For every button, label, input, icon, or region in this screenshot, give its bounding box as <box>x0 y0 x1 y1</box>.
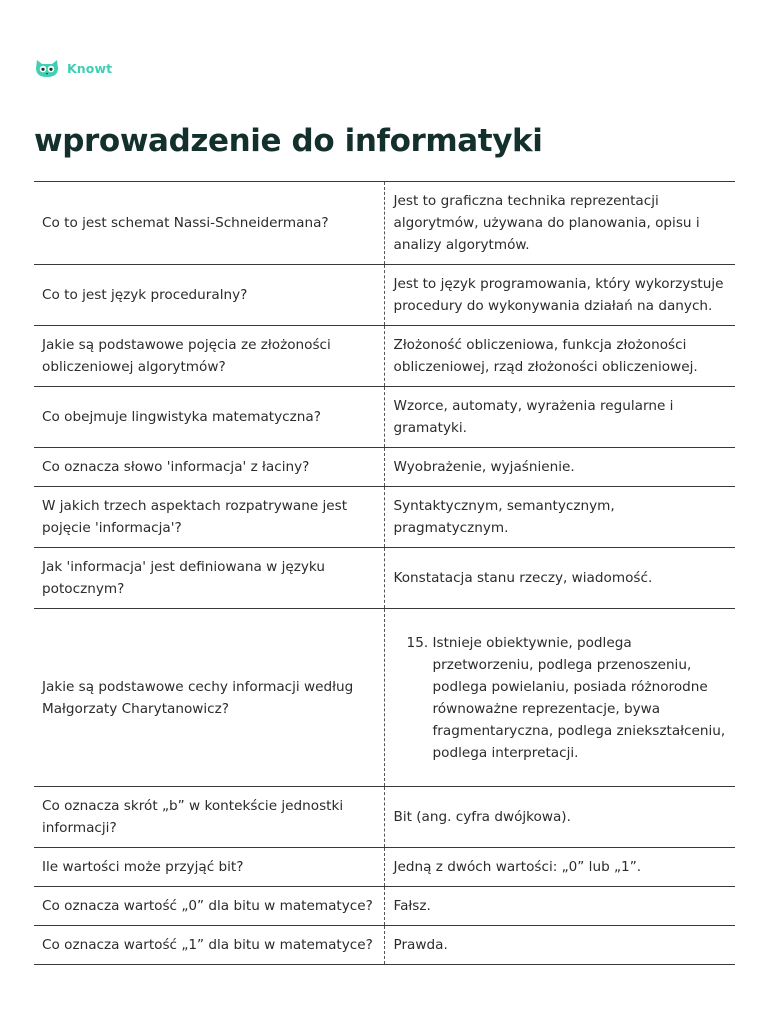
answer-cell: Złożoność obliczeniowa, funkcja złożoności obliczeniowej, rząd złożoności obliczeniowej. <box>384 326 735 387</box>
question-cell: Co oznacza skrót „b” w kontekście jednostki informacji? <box>34 787 384 848</box>
answer-list-item: 15. Istnieje obiektywnie, podlega przetworzeniu, podlega przenoszeniu, podlega powielaniu, posiada różnorodne równoważne reprezentacje, bywa fragmentaryczna, podlega zniekształceniu, podlega interpretacji. <box>433 632 728 764</box>
answer-list <box>394 632 728 764</box>
brand-logo <box>34 58 112 79</box>
question-cell: Jak 'informacja' jest definiowana w języku potocznym? <box>34 548 384 609</box>
answer-cell <box>384 609 735 787</box>
table-row <box>34 926 735 965</box>
table-row <box>34 265 735 326</box>
answer-cell: Prawda. <box>384 926 735 965</box>
table-row <box>34 387 735 448</box>
question-cell: Co to jest schemat Nassi-Schneidermana? <box>34 182 384 265</box>
question-cell: Co oznacza wartość „0” dla bitu w matematyce? <box>34 887 384 926</box>
flashcard-table <box>34 181 735 965</box>
table-row <box>34 787 735 848</box>
table-row <box>34 487 735 548</box>
table-row <box>34 182 735 265</box>
table-row <box>34 848 735 887</box>
table-row <box>34 887 735 926</box>
question-cell: W jakich trzech aspektach rozpatrywane jest pojęcie 'informacja'? <box>34 487 384 548</box>
answer-cell: Jest to język programowania, który wykorzystuje procedury do wykonywania działań na danych. <box>384 265 735 326</box>
question-cell: Jakie są podstawowe cechy informacji według Małgorzaty Charytanowicz? <box>34 609 384 787</box>
question-cell: Co obejmuje lingwistyka matematyczna? <box>34 387 384 448</box>
answer-cell: Bit (ang. cyfra dwójkowa). <box>384 787 735 848</box>
knowt-owl-icon <box>34 58 60 79</box>
question-cell: Co to jest język proceduralny? <box>34 265 384 326</box>
question-cell: Co oznacza słowo 'informacja' z łaciny? <box>34 448 384 487</box>
question-cell: Ile wartości może przyjąć bit? <box>34 848 384 887</box>
brand-name: Knowt <box>67 61 113 76</box>
question-cell: Co oznacza wartość „1” dla bitu w matematyce? <box>34 926 384 965</box>
answer-cell: Jedną z dwóch wartości: „0” lub „1”. <box>384 848 735 887</box>
answer-cell: Jest to graficzna technika reprezentacji algorytmów, używana do planowania, opisu i analizy algorytmów. <box>384 182 735 265</box>
page-title: wprowadzenie do informatyki <box>34 123 543 159</box>
answer-cell: Syntaktycznym, semantycznym, pragmatycznym. <box>384 487 735 548</box>
table-row <box>34 548 735 609</box>
table-row <box>34 326 735 387</box>
table-row <box>34 609 735 787</box>
answer-cell: Wzorce, automaty, wyrażenia regularne i gramatyki. <box>384 387 735 448</box>
question-cell: Jakie są podstawowe pojęcia ze złożoności obliczeniowej algorytmów? <box>34 326 384 387</box>
answer-cell: Konstatacja stanu rzeczy, wiadomość. <box>384 548 735 609</box>
answer-cell: Fałsz. <box>384 887 735 926</box>
table-row <box>34 448 735 487</box>
answer-cell: Wyobrażenie, wyjaśnienie. <box>384 448 735 487</box>
